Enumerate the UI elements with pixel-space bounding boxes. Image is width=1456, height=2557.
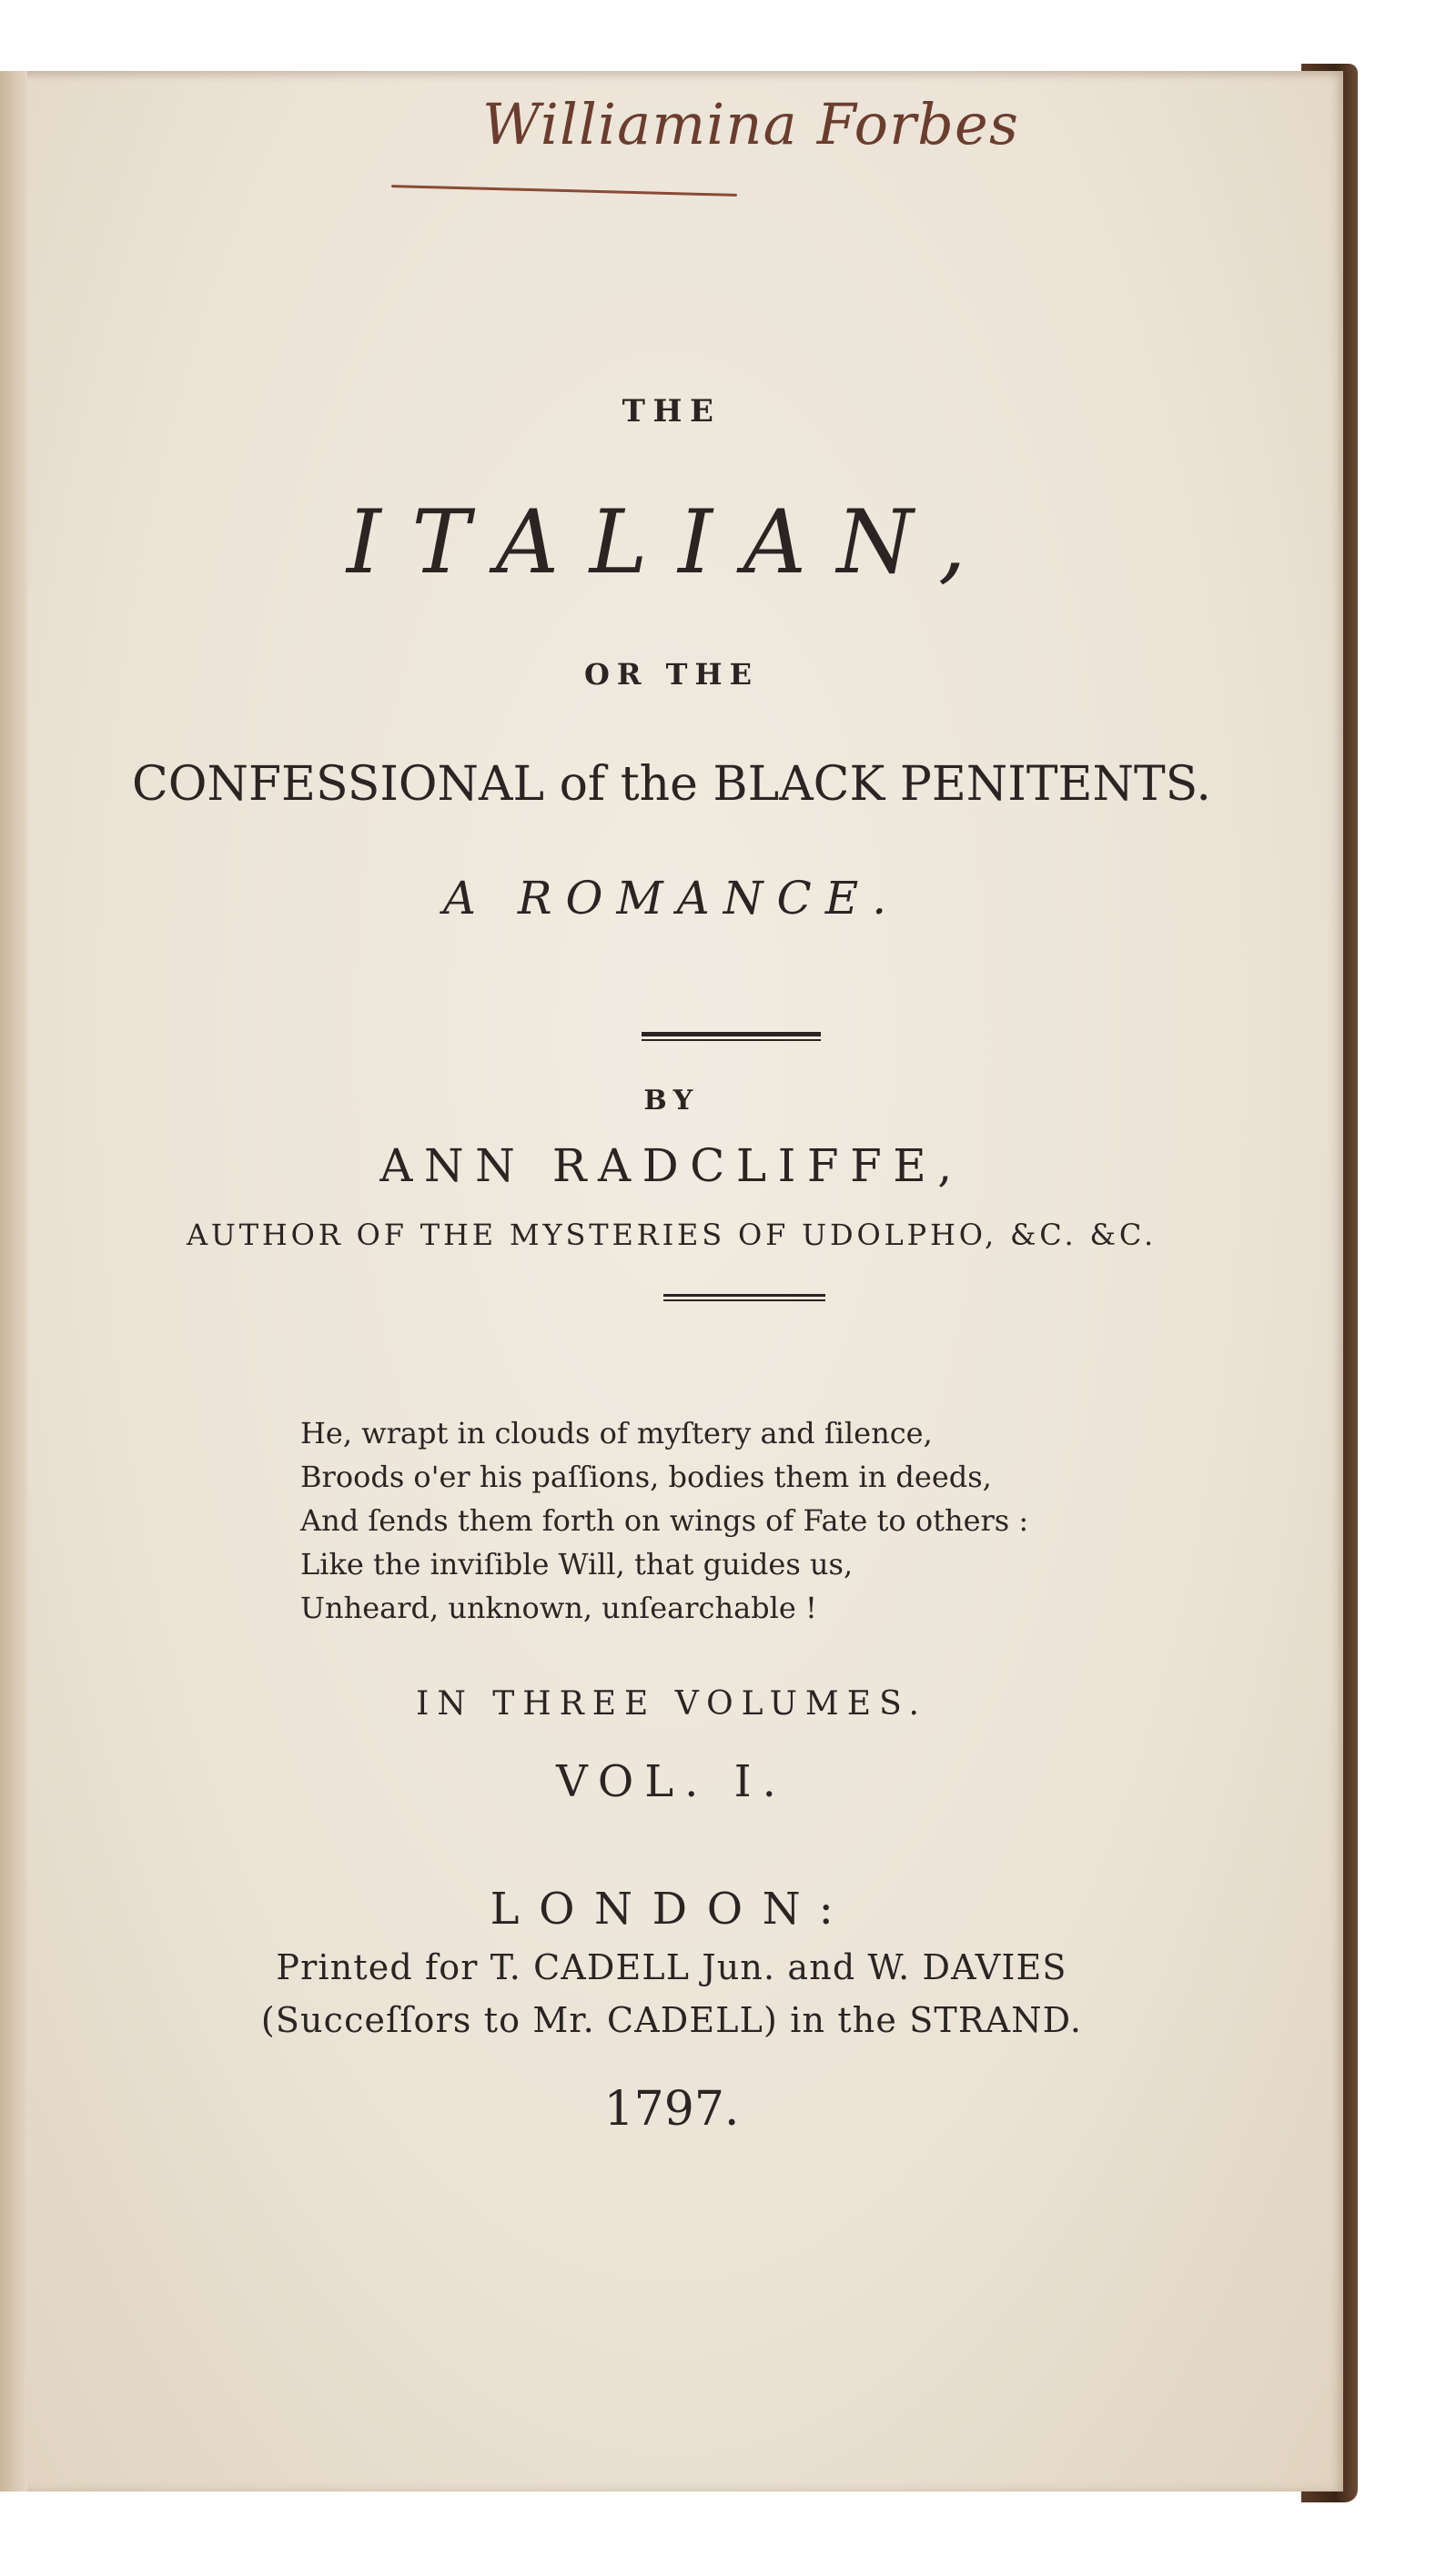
double-rule xyxy=(642,1032,821,1041)
double-rule-small xyxy=(663,1294,825,1301)
epigraph-line: And ſends them forth on wings of Fate to others : xyxy=(300,1503,1029,1538)
epigraph-line: Broods o'er his paſſions, bodies them in deeds, xyxy=(300,1460,992,1494)
book-genre: A ROMANCE. xyxy=(442,872,901,925)
epigraph-line: Unheard, unknown, unſearchable ! xyxy=(300,1591,817,1625)
epigraph-line: He, wrapt in clouds of myſtery and ſilence, xyxy=(300,1416,933,1450)
title-or-the: OR THE xyxy=(583,657,760,692)
volume-number: VOL. I. xyxy=(556,1756,787,1807)
book-title: ITALIAN, xyxy=(346,491,997,593)
imprint-year: 1797. xyxy=(603,2082,740,2137)
by-label: BY xyxy=(643,1085,700,1117)
imprint-line-2: (Succeſſors to Mr. CADELL) in the STRAND. xyxy=(260,2000,1083,2040)
epigraph-line: Like the inviſible Will, that guides us, xyxy=(300,1547,854,1582)
volume-count: IN THREE VOLUMES. xyxy=(416,1685,927,1723)
author-name: ANN RADCLIFFE, xyxy=(379,1139,964,1192)
title-the: THE xyxy=(622,393,722,430)
handwritten-inscription: Williamina Forbes xyxy=(482,91,1020,157)
imprint-line-1: Printed for T. CADELL Jun. and W. DAVIES xyxy=(276,1947,1067,1987)
imprint-place: LONDON: xyxy=(490,1884,854,1935)
author-credit: AUTHOR OF THE MYSTERIES OF UDOLPHO, &C. &C. xyxy=(186,1218,1158,1252)
book-subtitle: CONFESSIONAL of the BLACK PENITENTS. xyxy=(132,757,1211,812)
